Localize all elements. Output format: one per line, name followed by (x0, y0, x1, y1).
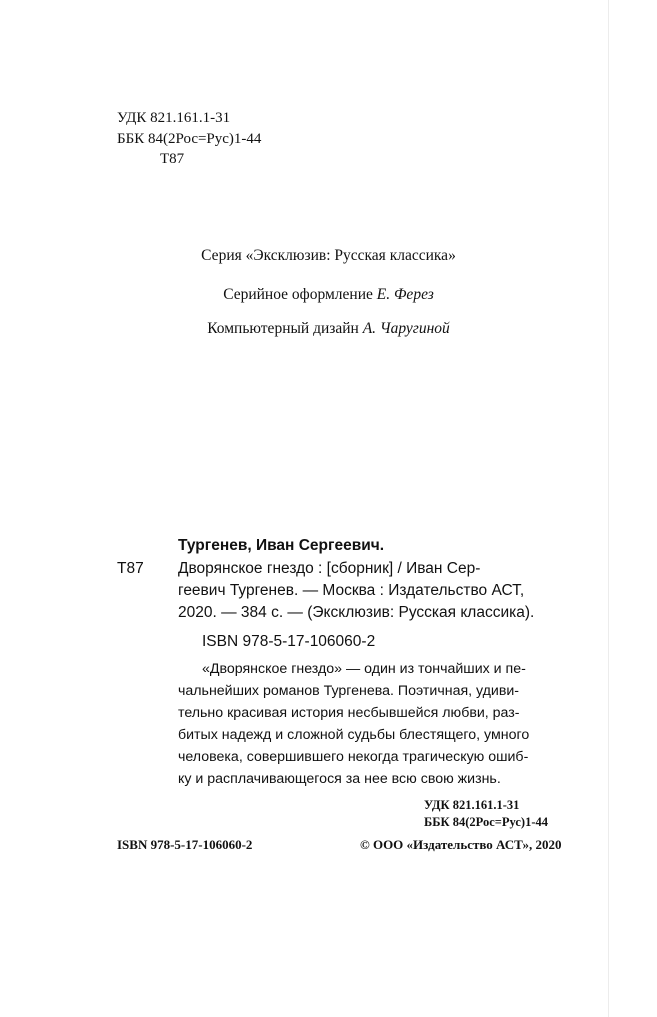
catalog-author-mark: Т87 (117, 560, 144, 577)
computer-design-label: Компьютерный дизайн (207, 320, 359, 337)
computer-design-line (0, 321, 657, 337)
annotation-line: тельно красивая история несбывшейся любви, раз- (178, 705, 520, 721)
annotation-line: человека, совершившего некогда трагическую ошиб- (178, 749, 529, 765)
bottom-bbk-code: ББК 84(2Рос=Рус)1-44 (424, 815, 548, 829)
bottom-udk-code: УДК 821.161.1-31 (424, 798, 520, 812)
author-mark: Т87 (160, 151, 185, 167)
annotation-line: ку и расплачивающегося за нее всю свою жизнь. (178, 771, 501, 787)
bbk-code: ББК 84(2Рос=Рус)1-44 (117, 131, 262, 147)
page-edge-line (608, 0, 609, 1017)
design-credit-label: Серийное оформление (223, 286, 373, 303)
design-credit-name: Е. Ферез (376, 286, 434, 303)
copyright: © ООО «Издательство АСТ», 2020 (360, 837, 562, 852)
description-line: 2020. — 384 с. — (Эксклюзив: Русская классика). (178, 604, 535, 621)
annotation-line: «Дворянское гнездо» — один из тончайших и пе- (202, 661, 526, 677)
description-line: Дворянское гнездо : [сборник] / Иван Сер- (178, 560, 481, 577)
udk-code: УДК 821.161.1-31 (117, 110, 231, 126)
annotation-line: битых надежд и сложной судьбы блестящего, умного (178, 727, 530, 743)
footer-isbn: ISBN 978-5-17-106060-2 (117, 837, 253, 852)
annotation-line: чальнейших романов Тургенева. Поэтичная, удиви- (178, 683, 520, 699)
series-line: Серия «Эксклюзив: Русская классика» (201, 247, 456, 264)
computer-design-name: А. Чаругиной (362, 320, 450, 337)
design-credit-line (0, 287, 657, 303)
description-line: геевич Тургенев. — Москва : Издательство АСТ, (178, 582, 525, 599)
author-heading: Тургенев, Иван Сергеевич. (178, 537, 385, 554)
catalog-isbn: ISBN 978-5-17-106060-2 (202, 633, 376, 650)
